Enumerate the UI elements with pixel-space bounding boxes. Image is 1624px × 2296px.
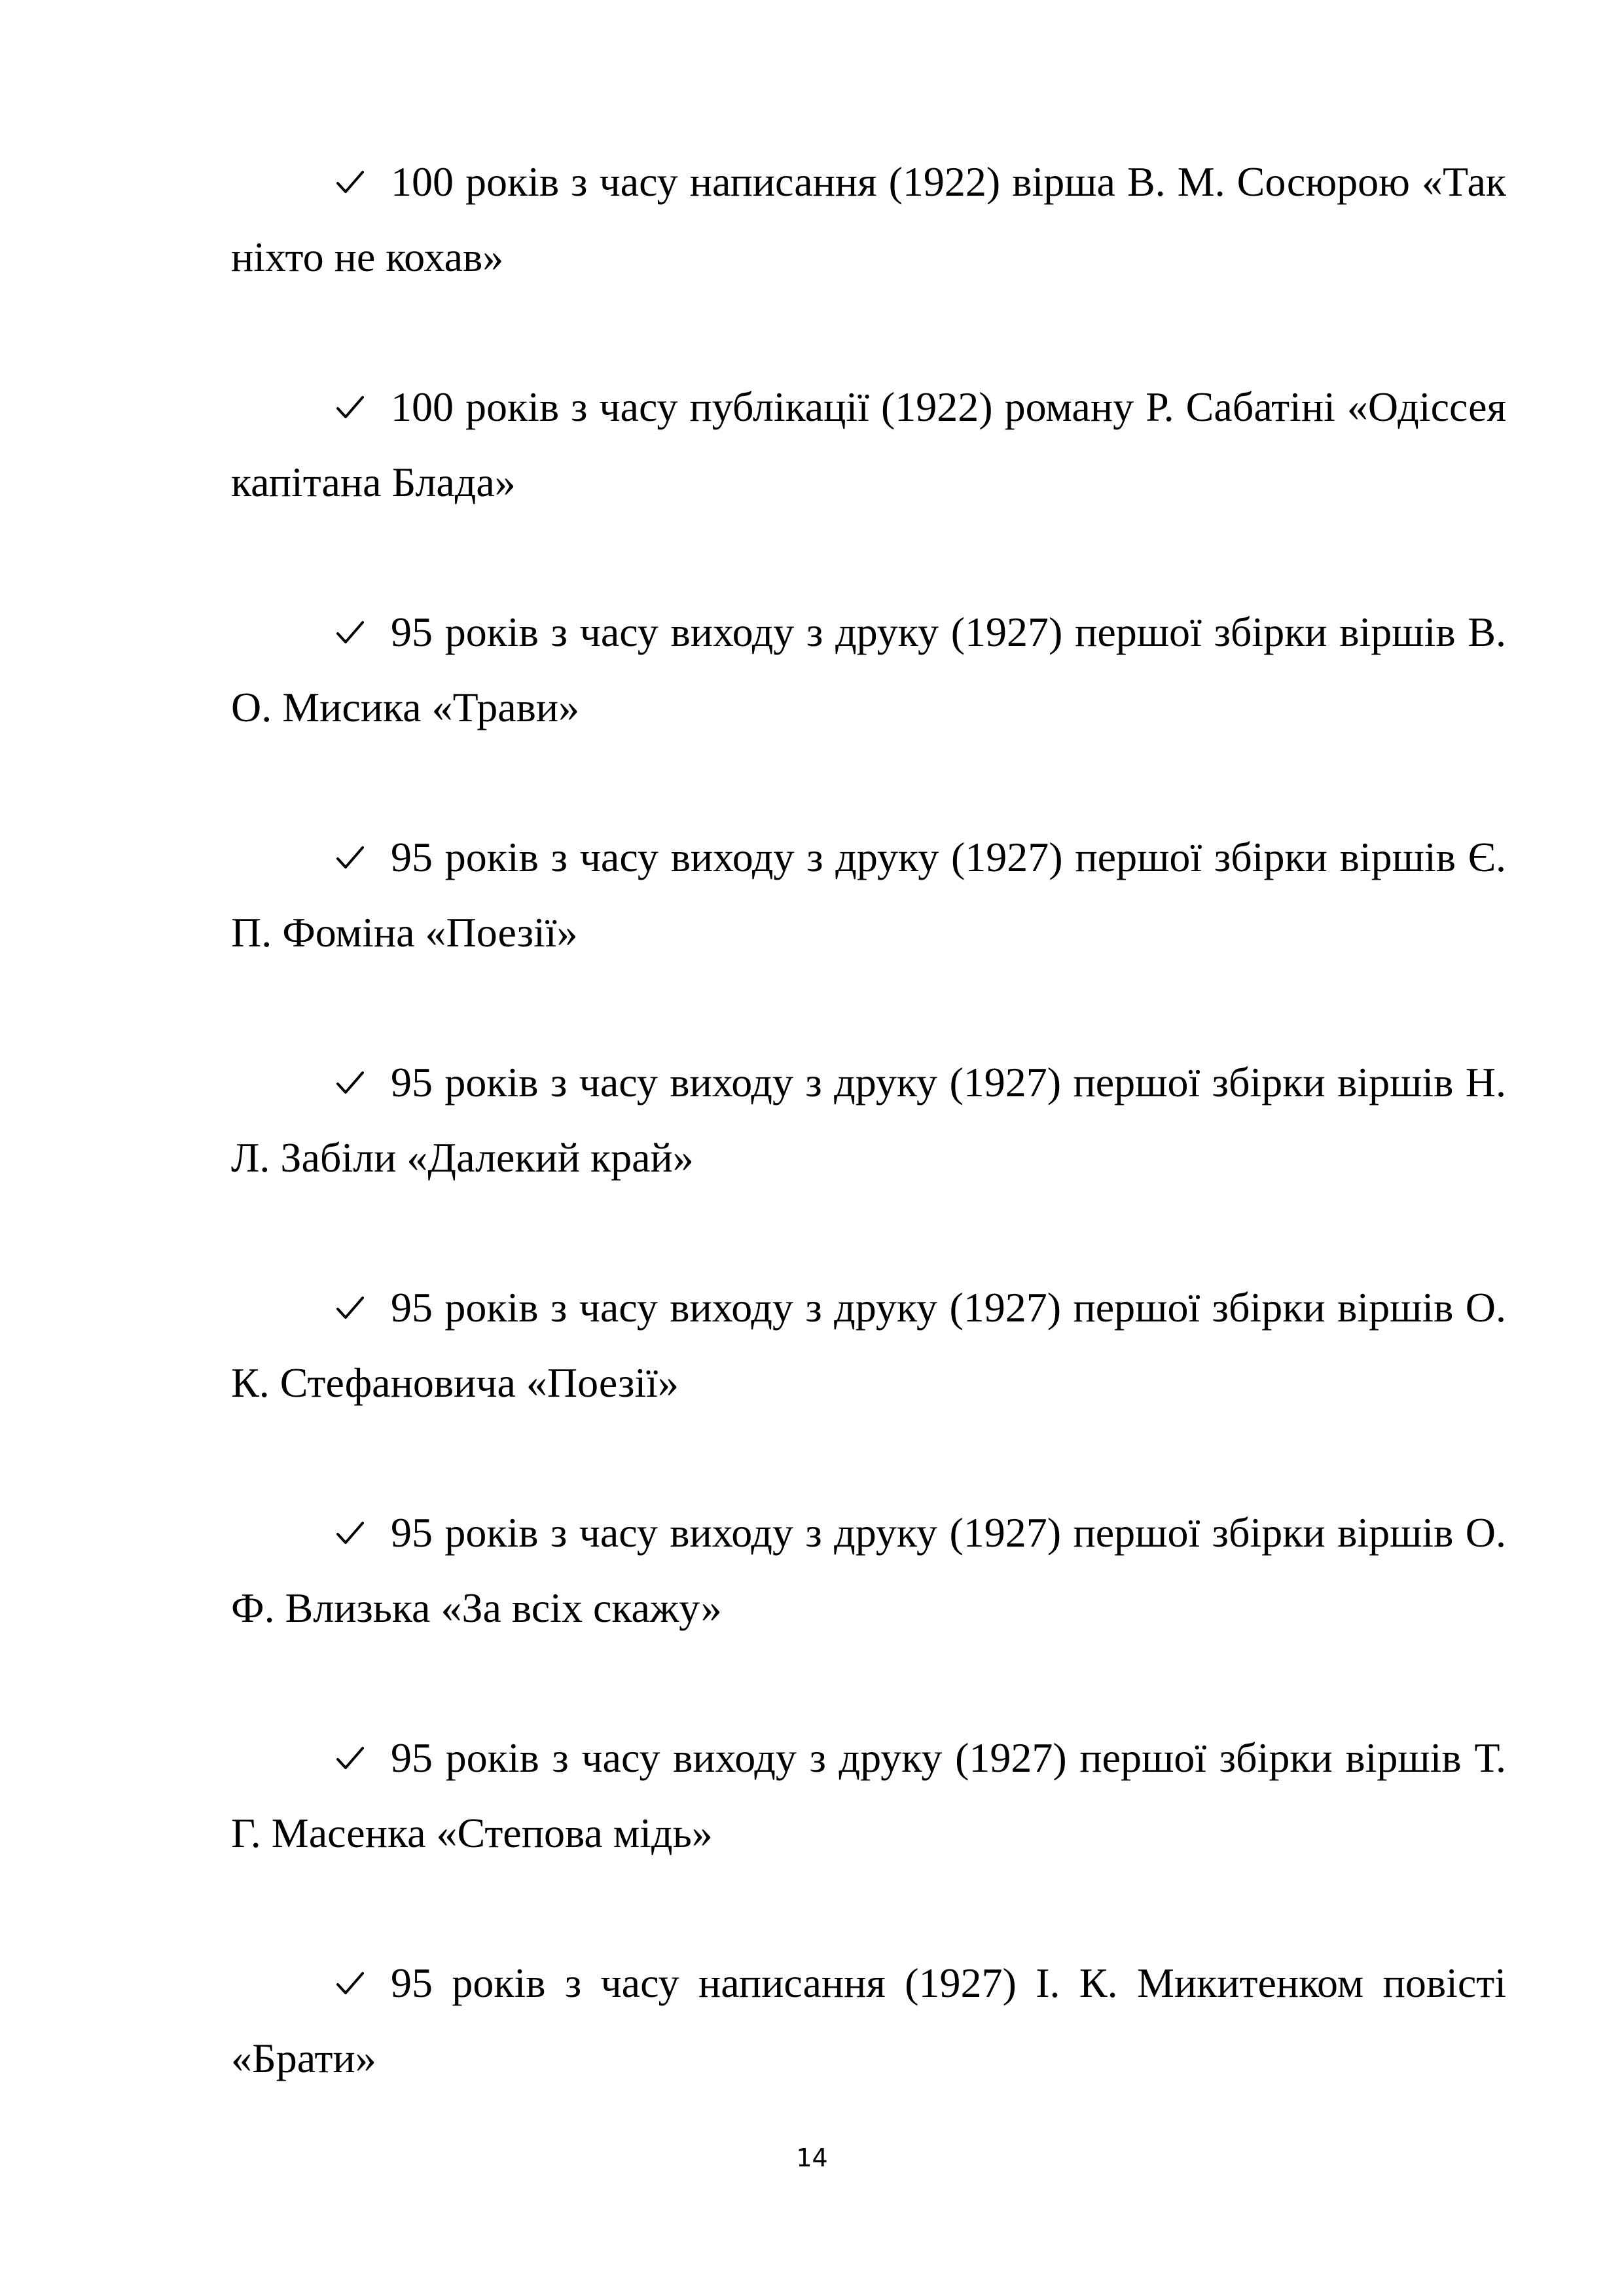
list-item (231, 369, 1506, 520)
checkmark-icon (336, 1746, 375, 1772)
checkmark-icon (336, 170, 375, 196)
list-item-text: 100 років з часу написання (1922) вірша В. М. Сосюрою «Так ніхто не кохав» (231, 158, 1506, 280)
list-item-text: 95 років з часу виходу з друку (1927) першої збірки віршів Є. П. Фоміна «Поезії» (231, 834, 1506, 956)
list-item-text: 95 років з часу виходу з друку (1927) першої збірки віршів Т. Г. Масенка «Степова мідь» (231, 1734, 1506, 1856)
list-item (231, 144, 1506, 295)
checkmark-icon (336, 620, 375, 646)
checkmark-icon (336, 845, 375, 871)
list-item-text: 95 років з часу виходу з друку (1927) першої збірки віршів О. Ф. Влизька «За всіх скажу» (231, 1509, 1506, 1631)
list-item-text: 95 років з часу виходу з друку (1927) першої збірки віршів Н. Л. Забіли «Далекий край» (231, 1059, 1506, 1181)
checkmark-icon (336, 395, 375, 421)
list-item-text: 100 років з часу публікації (1922) роману Р. Сабатіні «Одіссея капітана Блада» (231, 384, 1506, 505)
checkmark-icon (336, 1520, 375, 1547)
list-item-text: 95 років з часу написання (1927) І. К. Микитенком повісті «Брати» (231, 1960, 1506, 2081)
list-item (231, 1495, 1506, 1645)
anniversary-list (231, 144, 1506, 2170)
list-item (231, 594, 1506, 745)
list-item (231, 1270, 1506, 1420)
list-item (231, 819, 1506, 970)
list-item-text: 95 років з часу виходу з друку (1927) першої збірки віршів В. О. Мисика «Трави» (231, 609, 1506, 730)
checkmark-icon (336, 1295, 375, 1321)
list-item (231, 1045, 1506, 1195)
checkmark-icon (336, 1070, 375, 1096)
checkmark-icon (336, 1971, 375, 1997)
page-number: 14 (796, 2144, 828, 2172)
list-item (231, 1945, 1506, 2096)
list-item (231, 1720, 1506, 1871)
list-item-text: 95 років з часу виходу з друку (1927) першої збірки віршів О. К. Стефановича «Поезії» (231, 1284, 1506, 1406)
